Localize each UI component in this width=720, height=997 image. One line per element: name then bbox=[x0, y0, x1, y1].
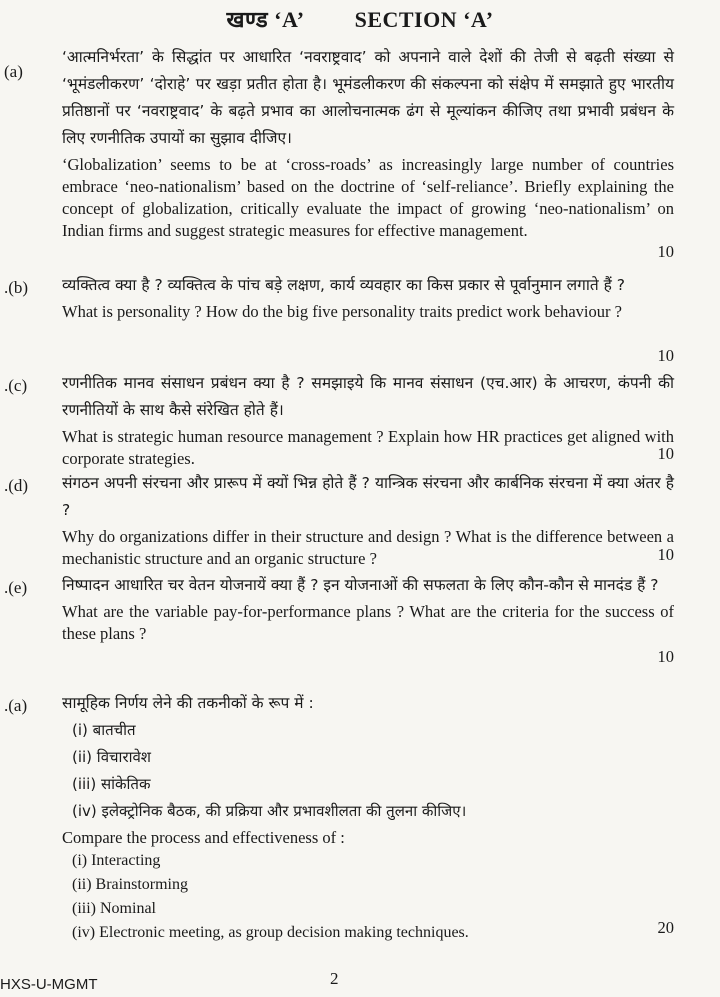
question-marks: 10 bbox=[657, 545, 674, 564]
question-marks: 10 bbox=[657, 346, 674, 365]
question-text-english: Why do organizations differ in their structure and design ? What is the difference between a mechanistic structure and an organic structure ? bbox=[62, 527, 674, 568]
section-heading-hindi: खण्ड ‘A’ bbox=[226, 7, 305, 32]
list-item: (iv) Electronic meeting, as group decision making techniques. bbox=[72, 924, 469, 941]
section-heading bbox=[0, 4, 720, 34]
list-item: (i) बातचीत bbox=[72, 721, 136, 739]
question-label: .(b) bbox=[4, 278, 29, 297]
question-text-hindi: रणनीतिक मानव संसाधन प्रबंधन क्या है ? समझाइये कि मानव संसाधन (एच.आर) के आचरण, कंपनी की रणनीतियों के साथ कैसे संरेखित होते हैं। bbox=[62, 374, 674, 419]
option-list-hindi bbox=[62, 717, 674, 825]
question-label: .(a) bbox=[4, 696, 28, 715]
page-number: 2 bbox=[330, 969, 339, 988]
question-marks: 20 bbox=[657, 918, 674, 937]
list-item: (iii) Nominal bbox=[72, 900, 156, 917]
list-item: (iii) सांकेतिक bbox=[72, 775, 151, 793]
list-item: (i) Interacting bbox=[72, 852, 161, 869]
question-text-hindi: ‘आत्मनिर्भरता’ के सिद्धांत पर आधारित ‘नवराष्ट्रवाद’ को अपनाने वाले देशों की तेजी से बढ़ती संख्या से ‘भूमंडलीकरण’ ‘दोराहे’ पर खड़ा प्रतीत होता है। भूमंडलीकरण की संकल्पना को संक्षेप में समझाते हुए भारतीय प्रतिष्ठानों पर ‘नवराष्ट्रवाद’ के बढ़ते प्रभाव का आलोचनात्मक ढंग से मूल्यांकन कीजिए तथा प्रभावी प्रबंधन के लिए रणनीतिक उपायों का सुझाव दीजिए। bbox=[62, 48, 674, 147]
question-label: (a) bbox=[4, 62, 23, 81]
question-text-hindi: निष्पादन आधारित चर वेतन योजनायें क्या हैं ? इन योजनाओं की सफलता के लिए कौन-कौन से मानदंड हैं ? bbox=[62, 576, 659, 594]
question-text-english: What are the variable pay-for-performance plans ? What are the criteria for the success of these plans ? bbox=[62, 602, 674, 643]
question-marks: 10 bbox=[657, 242, 674, 261]
question-text-hindi: व्यक्तित्व क्या है ? व्यक्तित्व के पांच बड़े लक्षण, कार्य व्यवहार का किस प्रकार से पूर्वानुमान लगाते हैं ? bbox=[62, 276, 625, 294]
question-intro-hindi: सामूहिक निर्णय लेने की तकनीकों के रूप में : bbox=[62, 694, 314, 712]
question-text-hindi: संगठन अपनी संरचना और प्रारूप में क्यों भिन्न होते हैं ? यान्त्रिक संरचना और कार्बनिक संरचना में क्या अंतर है ? bbox=[62, 474, 674, 519]
list-item: (ii) विचारावेश bbox=[72, 748, 152, 766]
question-text-english: ‘Globalization’ seems to be at ‘cross-roads’ as increasingly large number of countries embrace ‘neo-nationalism’ based on the doctrine of ‘self-reliance’. Briefly explaining the concept of globalization, critically evaluate the impact of growing ‘neo-nationalism’ on Indian firms and suggest strategic measures for effective management. bbox=[62, 155, 674, 240]
question-text-english: What is personality ? How do the big five personality traits predict work behaviour ? bbox=[62, 302, 622, 321]
option-list-english bbox=[62, 849, 674, 945]
list-item: (iv) इलेक्ट्रोनिक बैठक, की प्रक्रिया और प्रभावशीलता की तुलना कीजिए। bbox=[72, 802, 467, 820]
section-heading-english: SECTION ‘A’ bbox=[354, 7, 494, 32]
question-text-english: What is strategic human resource management ? Explain how HR practices get aligned with corporate strategies. bbox=[62, 427, 674, 468]
question-label: .(c) bbox=[4, 376, 28, 395]
list-item: (ii) Brainstorming bbox=[72, 876, 188, 893]
paper-code: HXS-U-MGMT bbox=[0, 976, 98, 993]
question-marks: 10 bbox=[657, 647, 674, 666]
question-label: .(e) bbox=[4, 578, 28, 597]
question-marks: 10 bbox=[657, 444, 674, 463]
question-intro-english: Compare the process and effectiveness of : bbox=[62, 828, 345, 847]
question-label: .(d) bbox=[4, 476, 29, 495]
